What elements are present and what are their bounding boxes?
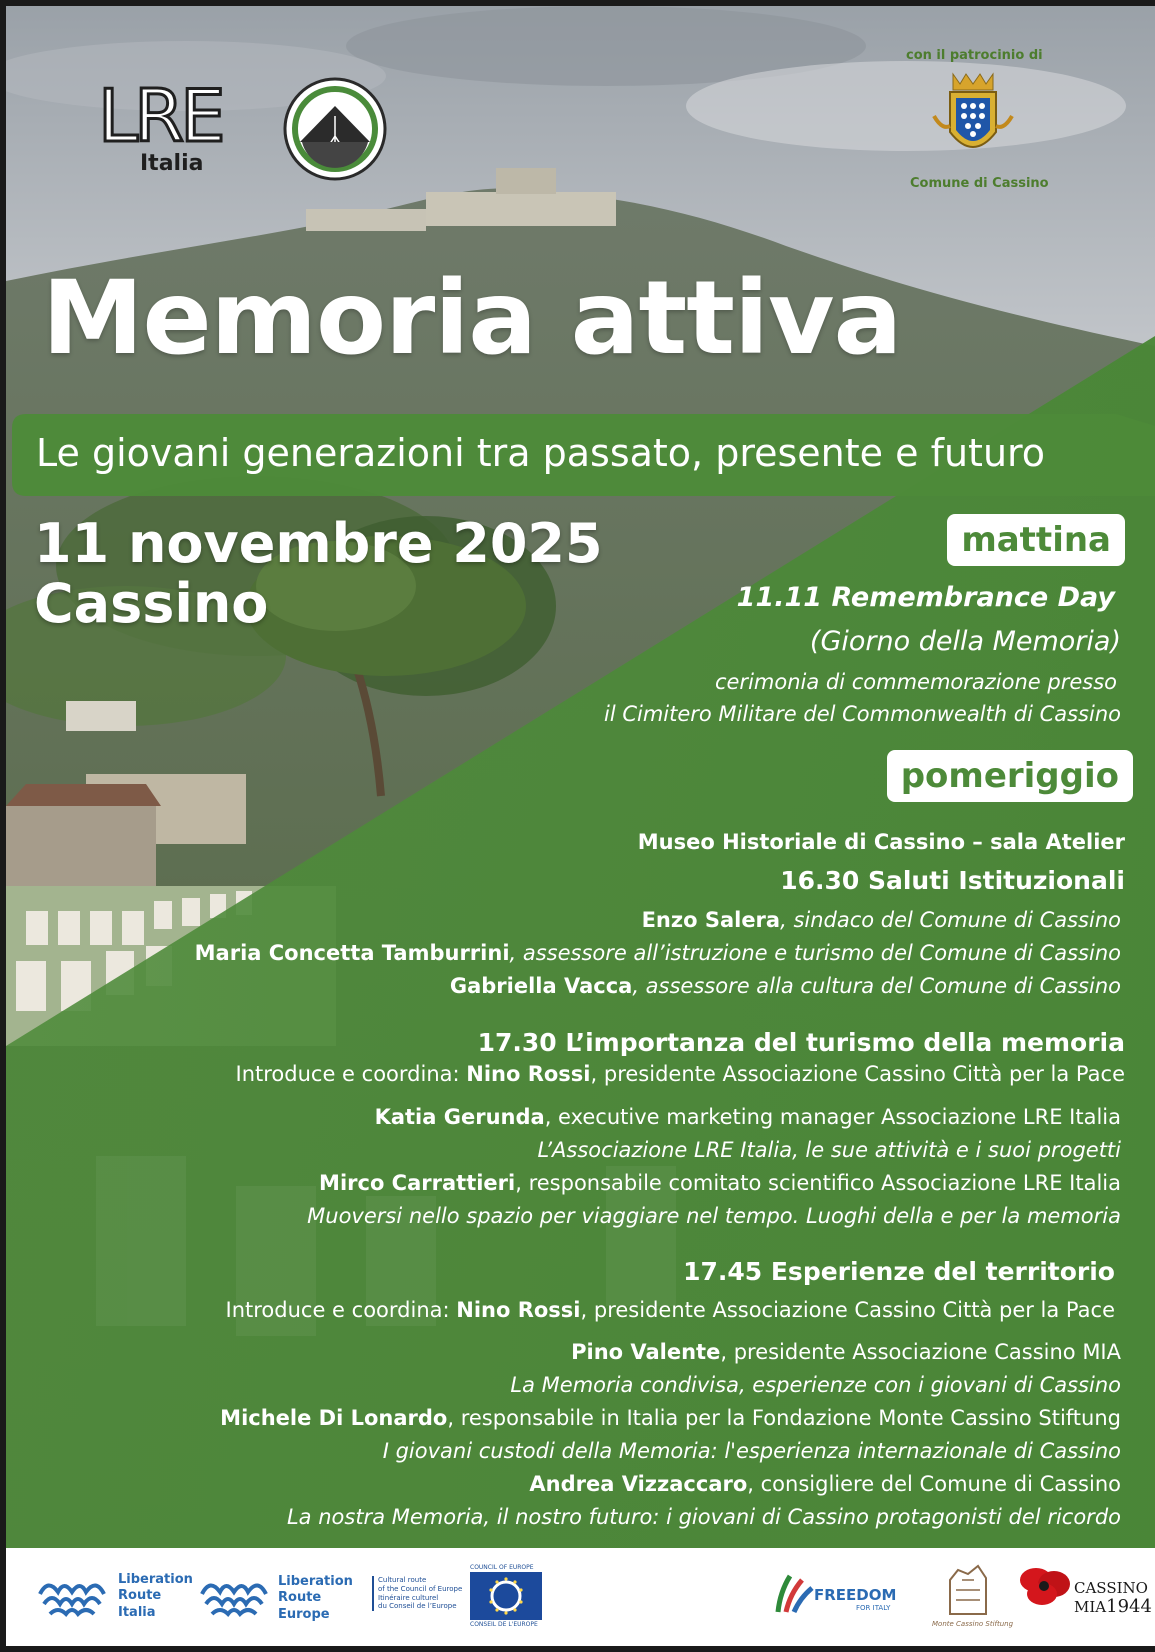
logo-line: of the Council of Europe	[378, 1584, 463, 1593]
stiftung-emblem-icon	[940, 1560, 996, 1616]
session-3-heading: 17.45 Esperienze del territorio	[683, 1257, 1115, 1286]
morning-event-subtitle: (Giorno della Memoria)	[809, 626, 1121, 657]
speaker-role: , responsabile comitato scientifico Associazione LRE Italia	[515, 1171, 1121, 1195]
session-1-speaker	[450, 974, 1121, 998]
logo-line: Itinéraire culturel	[378, 1593, 439, 1602]
stiftung-text: Monte Cassino Stiftung	[932, 1620, 1014, 1628]
logo-line: Route	[278, 1590, 322, 1606]
logo-line: Liberation	[118, 1572, 193, 1587]
speaker-name: Katia Gerunda	[374, 1105, 545, 1129]
session-2-speaker	[319, 1171, 1121, 1195]
session-2-talk: Muoversi nello spazio per viaggiare nel tempo. Luoghi della e per la memoria	[307, 1204, 1121, 1228]
cassino-mia-logo	[1074, 1580, 1152, 1616]
session-3-intro	[226, 1298, 1115, 1322]
liberation-route-europe-icon	[196, 1574, 272, 1622]
session-3-speaker	[571, 1340, 1121, 1364]
logo-line: CASSINO	[1074, 1579, 1148, 1597]
council-of-europe-flag-icon	[470, 1572, 542, 1620]
speaker-role: , assessore all’istruzione e turismo del Comune di Cassino	[509, 941, 1121, 965]
session-2-talk: L’Associazione LRE Italia, le sue attività e i suoi progetti	[537, 1138, 1121, 1162]
municipality-label: Comune di Cassino	[910, 176, 1049, 191]
speaker-name: Pino Valente	[571, 1340, 721, 1364]
coe-top-label: COUNCIL OF EUROPE	[470, 1564, 534, 1571]
session-3-talk: La Memoria condivisa, esperienze con i giovani di Cassino	[510, 1373, 1121, 1397]
session-1-speaker	[195, 941, 1121, 965]
intro-name: Nino Rossi	[466, 1062, 591, 1086]
morning-desc-2: il Cimitero Militare del Commonwealth di Cassino	[603, 702, 1121, 726]
speaker-name: Andrea Vizzaccaro	[529, 1472, 748, 1496]
logo-line: Italia	[118, 1604, 156, 1620]
intro-role: , presidente Associazione Cassino Città per la Pace	[590, 1062, 1125, 1086]
session-2-heading: 17.30 L’importanza del turismo della memoria	[477, 1028, 1125, 1057]
intro-label: Introduce e coordina:	[225, 1298, 457, 1322]
intro-label: Introduce e coordina:	[235, 1062, 467, 1086]
speaker-role: , responsabile in Italia per la Fondazione Monte Cassino Stiftung	[447, 1406, 1121, 1430]
session-1-speaker	[642, 908, 1121, 932]
lre-italia-logo	[98, 74, 248, 176]
speaker-name: Enzo Salera	[641, 908, 781, 932]
speaker-role: , consigliere del Comune di Cassino	[747, 1472, 1121, 1496]
afternoon-badge: pomeriggio	[887, 750, 1133, 802]
speaker-role: , presidente Associazione Cassino MIA	[720, 1340, 1121, 1364]
intro-role: , presidente Associazione Cassino Città per la Pace	[580, 1298, 1115, 1322]
liberation-route-italia-icon	[34, 1574, 110, 1622]
page-subtitle: Le giovani generazioni tra passato, presente e futuro	[36, 431, 1046, 475]
logo-word: MIA	[1074, 1597, 1107, 1616]
session-3-speaker	[529, 1472, 1121, 1496]
cultural-route-text	[372, 1576, 462, 1611]
session-3-talk: I giovani custodi della Memoria: l'esperienza internazionale di Cassino	[382, 1439, 1121, 1463]
coat-of-arms-icon	[928, 70, 1018, 170]
logo-line	[1074, 1597, 1152, 1617]
coe-bottom-label: CONSEIL DE L'EUROPE	[470, 1621, 538, 1628]
session-2-intro	[236, 1062, 1125, 1086]
speaker-name: Michele Di Lonardo	[220, 1406, 448, 1430]
logo-line: du Conseil de l’Europe	[378, 1602, 457, 1611]
speaker-name: Mirco Carrattieri	[319, 1171, 516, 1195]
liberation-route-europe-text	[278, 1574, 353, 1623]
speaker-name: Maria Concetta Tamburrini	[194, 941, 510, 965]
freedom-logo-sub: FOR ITALY	[856, 1604, 891, 1612]
logo-line: Cultural route	[378, 1576, 427, 1584]
intro-name: Nino Rossi	[456, 1298, 581, 1322]
lre-logo-mark: LRE	[98, 74, 222, 158]
logo-line: Liberation	[278, 1574, 353, 1589]
event-city: Cassino	[34, 572, 269, 635]
session-3-speaker	[220, 1406, 1121, 1430]
session-3-talk: La nostra Memoria, il nostro futuro: i giovani di Cassino protagonisti del ricordo	[286, 1505, 1121, 1529]
logo-line: Europe	[278, 1606, 330, 1622]
speaker-role: , assessore alla cultura del Comune di Cassino	[632, 974, 1121, 998]
session-1-heading: 16.30 Saluti Istituzionali	[780, 866, 1125, 895]
cassino-peace-logo	[282, 76, 388, 182]
event-date: 11 novembre 2025	[34, 512, 603, 575]
morning-desc-1: cerimonia di commemorazione presso	[714, 670, 1117, 694]
freedom-logo-text: FREEDOM	[814, 1586, 897, 1604]
speaker-name: Gabriella Vacca	[449, 974, 633, 998]
poppy-icon	[1016, 1562, 1076, 1610]
morning-event-title: 11.11 Remembrance Day	[736, 582, 1115, 613]
poster	[6, 6, 1155, 1646]
afternoon-venue: Museo Historiale di Cassino – sala Atelier	[637, 830, 1125, 854]
page-title: Memoria attiva	[42, 259, 902, 378]
lre-logo-country: Italia	[140, 150, 204, 176]
logo-year: 1944	[1106, 1595, 1152, 1617]
morning-badge: mattina	[947, 514, 1125, 566]
speaker-role: , executive marketing manager Associazione LRE Italia	[544, 1105, 1121, 1129]
background-illustration	[6, 6, 1155, 1646]
freedom-flag-icon	[774, 1572, 814, 1616]
logo-line: Route	[118, 1588, 162, 1604]
session-2-speaker	[375, 1105, 1121, 1129]
liberation-route-italia-text	[118, 1572, 193, 1621]
speaker-role: , sindaco del Comune di Cassino	[780, 908, 1121, 932]
patronage-label: con il patrocinio di	[906, 48, 1043, 63]
